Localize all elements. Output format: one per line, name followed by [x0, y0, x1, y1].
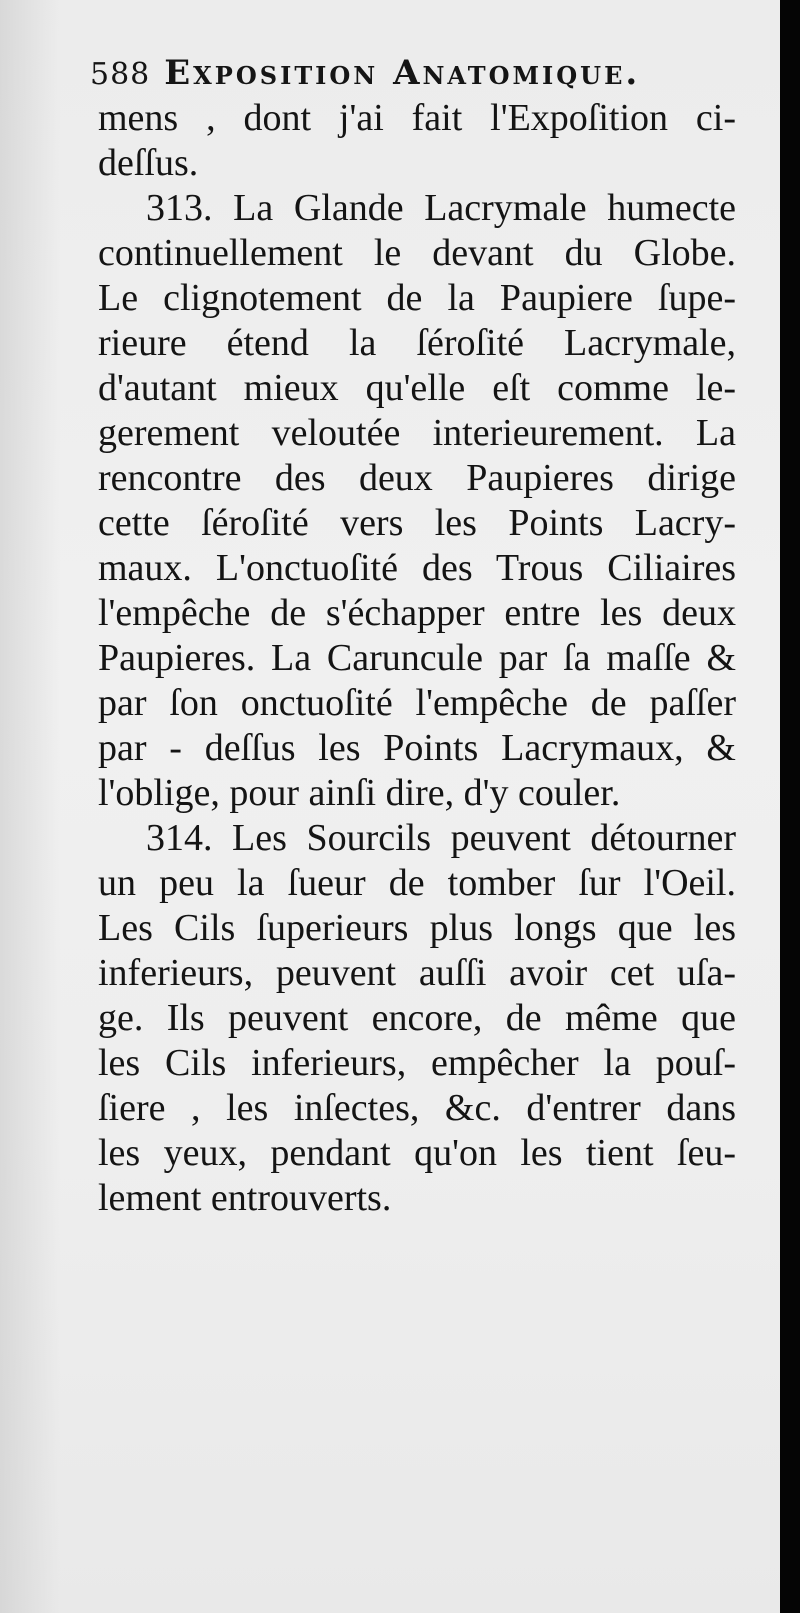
text-line: l'empêche de s'échapper entre les deux [98, 592, 736, 634]
page-edge-shadow [780, 0, 800, 1613]
text-line: cette ſéroſité vers les Points Lacry- [98, 502, 736, 544]
text-line: lement entrouverts. [98, 1177, 392, 1219]
body-text [98, 96, 736, 1221]
text-line: l'oblige, pour ainſi dire, d'y couler. [98, 772, 621, 814]
text-line: un peu la ſueur de tomber ſur l'Oeil. [98, 862, 736, 904]
text-line: continuellement le devant du Globe. [98, 232, 736, 274]
text-line: par - deſſus les Points Lacrymaux, & [98, 727, 736, 769]
text-line: par ſon onctuoſité l'empêche de paſſer [98, 682, 736, 724]
text-line: 313. La Glande Lacrymale humecte [146, 187, 736, 229]
text-line: 314. Les Sourcils peuvent détourner [146, 817, 736, 859]
running-head [90, 48, 730, 100]
text-line: inferieurs, peuvent auſſi avoir cet uſa- [98, 952, 736, 994]
text-line: deſſus. [98, 142, 199, 184]
running-title: Exposition Anatomique. [164, 53, 641, 93]
text-line: gerement veloutée interieurement. La [98, 412, 736, 454]
text-line: maux. L'onctuoſité des Trous Ciliaires [98, 547, 736, 589]
text-line: ſiere , les inſectes, &c. d'entrer dans [98, 1087, 736, 1129]
text-line: mens , dont j'ai fait l'Expoſition ci- [98, 97, 736, 139]
text-line: Paupieres. La Caruncule par ſa maſſe & [98, 637, 736, 679]
text-line: Le clignotement de la Paupiere ſupe- [98, 277, 736, 319]
text-line: rencontre des deux Paupieres dirige [98, 457, 736, 499]
text-line: rieure étend la ſéroſité Lacrymale, [98, 322, 736, 364]
page-number: 588 [90, 57, 151, 92]
text-line: Les Cils ſuperieurs plus longs que les [98, 907, 736, 949]
text-line: les yeux, pendant qu'on les tient ſeu- [98, 1132, 736, 1174]
gutter-shadow [0, 0, 60, 1613]
text-line: d'autant mieux qu'elle eſt comme le- [98, 367, 736, 409]
text-line: les Cils inferieurs, empêcher la pouſ- [98, 1042, 736, 1084]
text-line: ge. Ils peuvent encore, de même que [98, 997, 736, 1039]
